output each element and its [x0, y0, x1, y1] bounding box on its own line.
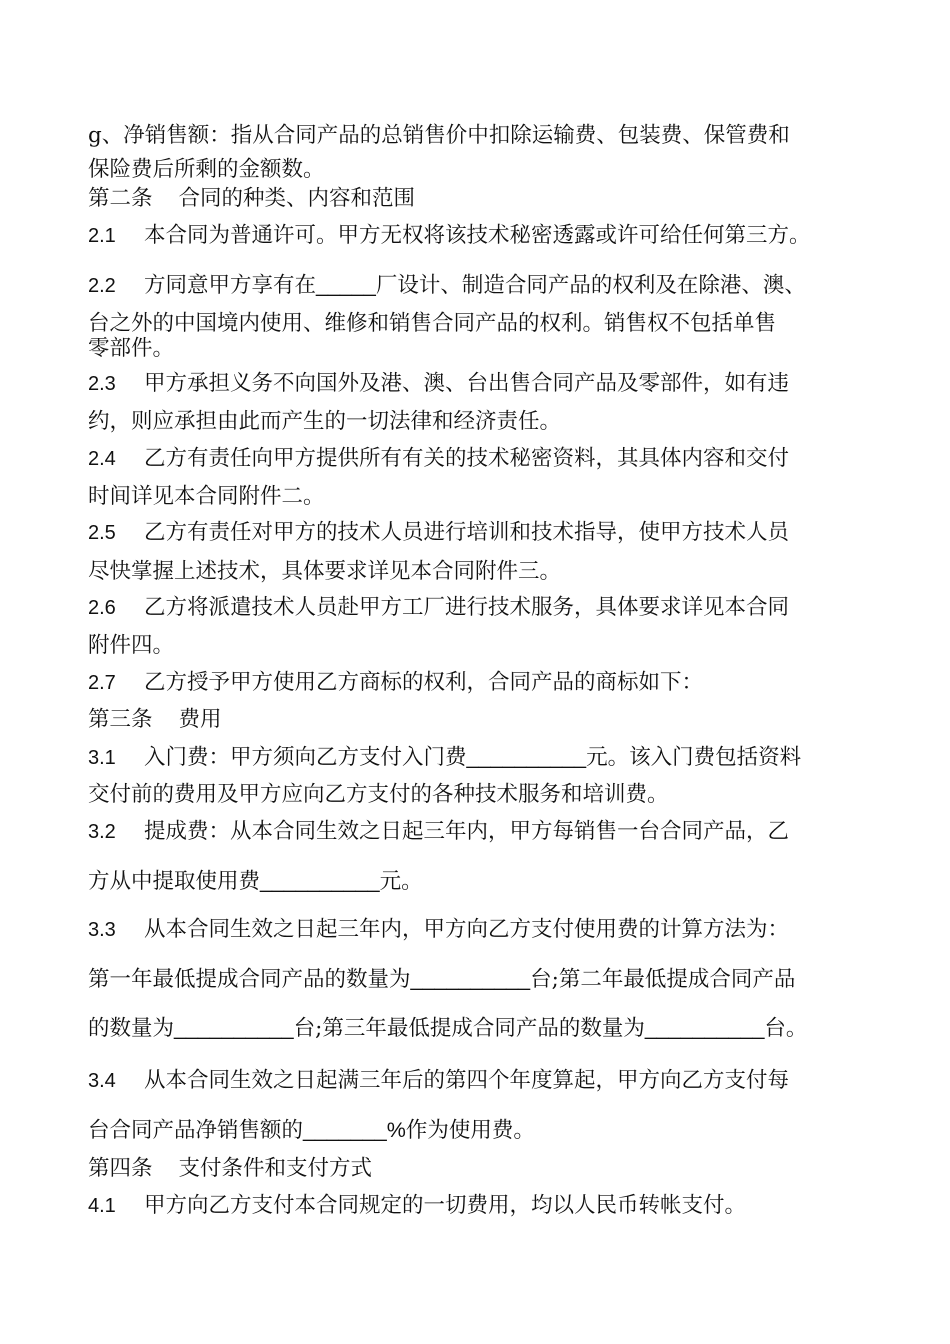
paragraph-g-line-2: 保险费后所剩的金额数。	[88, 157, 325, 182]
fill-blank: _____	[316, 273, 376, 297]
clause-3-3-line-1	[88, 915, 888, 945]
clause-number: 3.1	[88, 747, 116, 769]
clause-text: 乙方将派遣技术人员赴甲方工厂进行技术服务，具体要求详见本合同	[144, 595, 790, 620]
clause-2-2-line-2: 台之外的中国境内使用、维修和销售合同产品的权利。销售权不包括单售	[88, 311, 777, 336]
clause-2-7	[88, 668, 888, 698]
clause-number: 2.1	[88, 225, 116, 247]
clause-text: 甲方承担义务不向国外及港、澳、台出售合同产品及零部件，如有违	[144, 371, 790, 396]
article-2-title: 合同的种类、内容和范围	[178, 186, 416, 211]
clause-text: 乙方有责任对甲方的技术人员进行培训和技术指导，使甲方技术人员	[144, 520, 790, 545]
clause-2-1	[88, 221, 888, 251]
article-4-number: 第四条	[88, 1156, 153, 1181]
clause-number: 2.3	[88, 373, 116, 395]
clause-text: 乙方有责任向甲方提供所有有关的技术秘密资料，其具体内容和交付	[144, 446, 790, 471]
article-3-number: 第三条	[88, 707, 153, 732]
clause-text: 从本合同生效之日起三年内，甲方向乙方支付使用费的计算方法为：	[144, 917, 790, 942]
clause-3-2-line-2	[88, 866, 888, 897]
clause-3-3-line-3	[88, 1013, 888, 1044]
fill-blank: __________	[410, 967, 531, 991]
clause-text: 元。	[379, 869, 423, 894]
clause-2-6-line-1	[88, 593, 888, 623]
clause-3-1-line-1	[88, 742, 888, 773]
clause-text: 的数量为	[88, 1016, 175, 1041]
clause-text: 乙方授予甲方使用乙方商标的权利，合同产品的商标如下：	[144, 670, 704, 695]
clause-text: 第一年最低提成合同产品的数量为	[88, 967, 411, 992]
clause-text: 入门费：甲方须向乙方支付入门费	[144, 745, 467, 770]
clause-text: %作为使用费。	[386, 1118, 535, 1142]
fill-blank: __________	[644, 1016, 765, 1040]
clause-number: 2.2	[88, 275, 116, 297]
clause-text: 元。该入门费包括资料	[586, 745, 802, 770]
clause-number: 2.7	[88, 672, 116, 694]
article-3-title: 费用	[178, 707, 222, 732]
clause-text: 台。	[764, 1016, 808, 1041]
clause-text: 本合同为普通许可。甲方无权将该技术秘密透露或许可给任何第三方。	[144, 223, 811, 248]
clause-3-1-line-2: 交付前的费用及甲方应向乙方支付的各种技术服务和培训费。	[88, 782, 669, 807]
clause-3-4-line-1	[88, 1066, 888, 1096]
clause-2-5-line-2: 尽快掌握上述技术，具体要求详见本合同附件三。	[88, 559, 562, 584]
fill-blank: __________	[260, 869, 380, 893]
clause-number: 3.4	[88, 1070, 116, 1092]
clause-3-3-line-2	[88, 964, 888, 995]
clause-text: 提成费：从本合同生效之日起三年内，甲方每销售一台合同产品，乙	[144, 819, 790, 844]
article-4-title: 支付条件和支付方式	[178, 1156, 373, 1181]
clause-2-3-line-1	[88, 369, 888, 399]
fill-blank: _______	[303, 1118, 387, 1142]
clause-2-3-line-2: 约，则应承担由此而产生的一切法律和经济责任。	[88, 409, 562, 434]
clause-number: 3.2	[88, 821, 116, 843]
clause-4-1	[88, 1191, 888, 1221]
clause-2-2-line-1	[88, 270, 888, 301]
clause-2-2-line-3: 零部件。	[88, 336, 175, 361]
clause-number: 2.4	[88, 448, 116, 470]
clause-2-4-line-2: 时间详见本合同附件二。	[88, 484, 325, 509]
fill-blank: __________	[174, 1016, 294, 1040]
clause-text: 从本合同生效之日起满三年后的第四个年度算起，甲方向乙方支付每	[144, 1068, 790, 1093]
clause-2-4-line-1	[88, 444, 888, 474]
clause-text: 方从中提取使用费	[88, 869, 261, 894]
clause-number: 2.6	[88, 597, 116, 619]
clause-text: 厂设计、制造合同产品的权利及在除港、澳、	[375, 273, 806, 298]
clause-2-5-line-1	[88, 518, 888, 548]
clause-3-2-line-1	[88, 817, 888, 847]
article-4-heading	[88, 1154, 888, 1184]
clause-2-6-line-2: 附件四。	[88, 633, 175, 658]
clause-text: 方同意甲方享有在	[144, 273, 317, 298]
clause-text: 甲方向乙方支付本合同规定的一切费用，均以人民币转帐支付。	[144, 1193, 747, 1218]
fill-blank: __________	[466, 745, 587, 769]
article-3-heading	[88, 705, 888, 735]
clause-3-4-line-2	[88, 1115, 888, 1146]
paragraph-g-line-1: g、净销售额：指从合同产品的总销售价中扣除运输费、包装费、保管费和	[88, 123, 790, 148]
article-2-number: 第二条	[88, 186, 153, 211]
clause-text: 台合同产品净销售额的	[88, 1118, 304, 1143]
clause-number: 3.3	[88, 919, 116, 941]
clause-number: 2.5	[88, 522, 116, 544]
clause-text: 台;第三年最低提成合同产品的数量为	[293, 1016, 645, 1041]
clause-text: 台;第二年最低提成合同产品	[530, 967, 796, 992]
clause-number: 4.1	[88, 1195, 116, 1217]
article-2-heading	[88, 184, 888, 214]
